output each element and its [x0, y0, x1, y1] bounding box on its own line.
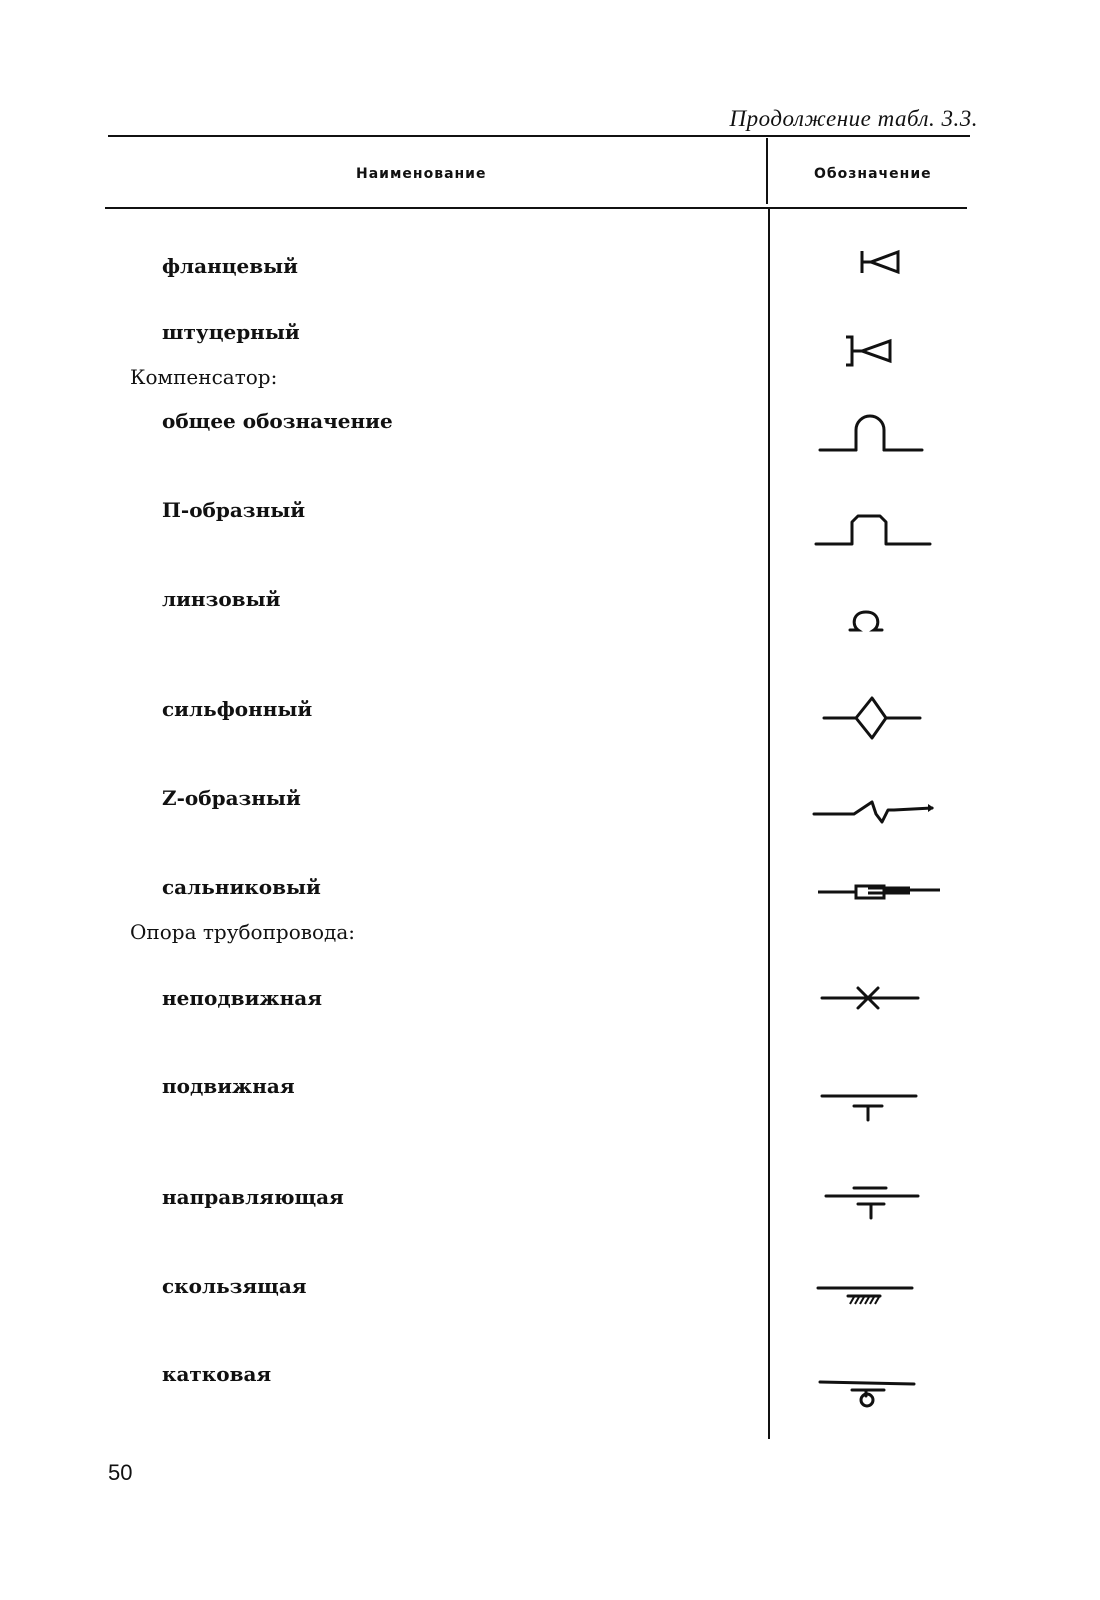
movable-support-icon [818, 1090, 922, 1122]
header-bottom-rule [105, 207, 967, 209]
column-header-name: Наименование [356, 166, 487, 182]
body-column-divider [768, 209, 770, 1439]
row-label-z-shaped: Z-образный [162, 786, 301, 810]
bellows-compensator-icon [820, 694, 924, 742]
column-header-symbol: Обозначение [814, 166, 932, 182]
row-label-guide: направляющая [162, 1185, 344, 1209]
page-number: 50 [108, 1460, 133, 1485]
row-label-bellows: сильфонный [162, 697, 313, 721]
row-label-sliding: скользящая [162, 1274, 307, 1298]
row-label-fitting: штуцерный [162, 320, 300, 344]
row-label-fixed: неподвижная [162, 986, 322, 1010]
roller-support-icon [816, 1374, 920, 1410]
row-label-gland: сальниковый [162, 875, 321, 899]
gland-compensator-icon [816, 878, 942, 906]
guide-support-icon [822, 1184, 922, 1222]
row-label-roller: катковая [162, 1362, 272, 1386]
row-label-general: общее обозначение [162, 409, 393, 433]
row-label-movable: подвижная [162, 1074, 295, 1098]
row-label-lens: линзовый [162, 587, 281, 611]
group-label-support: Опора трубопровода: [130, 920, 356, 944]
flanged-connection-icon [855, 246, 905, 278]
row-label-flanged: фланцевый [162, 254, 299, 278]
row-label-u-shaped: П-образный [162, 498, 306, 522]
group-label-compensator: Компенсатор: [130, 365, 278, 389]
header-column-divider [766, 138, 768, 204]
z-shaped-compensator-icon [810, 794, 936, 830]
table-caption: Продолжение табл. 3.3. [729, 106, 978, 131]
fixed-support-icon [818, 984, 922, 1012]
table-top-rule [108, 135, 970, 137]
lens-compensator-icon [848, 608, 888, 634]
compensator-general-icon [816, 412, 926, 456]
sliding-support-icon [814, 1280, 916, 1310]
fitting-connection-icon [840, 333, 900, 369]
u-shaped-compensator-icon [812, 510, 934, 550]
